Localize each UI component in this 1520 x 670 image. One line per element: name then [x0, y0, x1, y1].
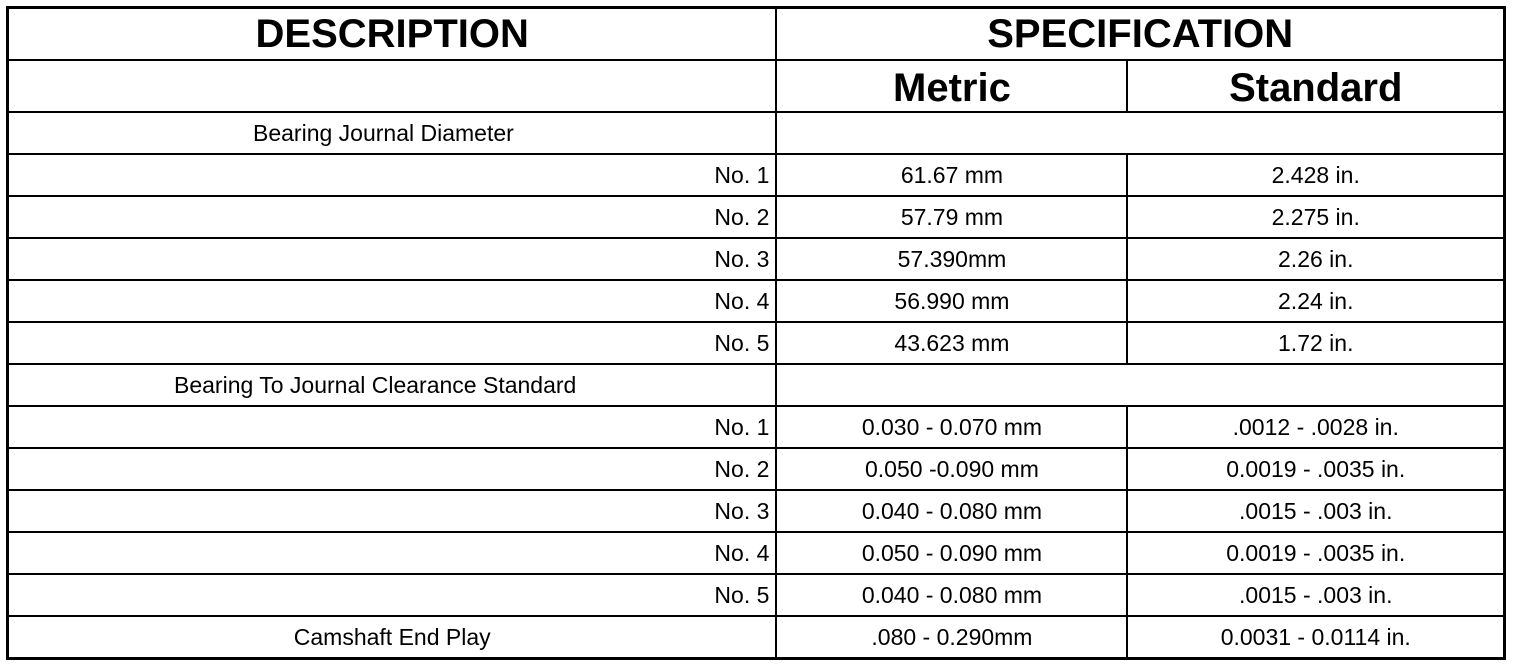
table-row — [8, 490, 1505, 532]
standard-value: .0012 - .0028 in. — [1127, 406, 1504, 448]
standard-value: 2.26 in. — [1127, 238, 1504, 280]
metric-value: .080 - 0.290mm — [776, 616, 1127, 659]
metric-value: 0.040 - 0.080 mm — [776, 574, 1127, 616]
description-subheader-empty — [8, 60, 777, 112]
metric-value: 0.030 - 0.070 mm — [776, 406, 1127, 448]
table-row — [8, 154, 1505, 196]
table-row — [8, 280, 1505, 322]
metric-header: Metric — [776, 60, 1127, 112]
table-row — [8, 406, 1505, 448]
section-row-bearing-to-journal-clearance — [8, 364, 1505, 406]
item-label: No. 5 — [8, 574, 777, 616]
specification-table — [6, 6, 1506, 660]
metric-value: 43.623 mm — [776, 322, 1127, 364]
table-row — [8, 574, 1505, 616]
table-row — [8, 532, 1505, 574]
standard-value: 0.0019 - .0035 in. — [1127, 448, 1504, 490]
description-header: DESCRIPTION — [8, 8, 777, 61]
section-label: Bearing Journal Diameter — [8, 112, 777, 154]
standard-value: 2.428 in. — [1127, 154, 1504, 196]
table-row — [8, 322, 1505, 364]
standard-value: 0.0031 - 0.0114 in. — [1127, 616, 1504, 659]
metric-value: 0.040 - 0.080 mm — [776, 490, 1127, 532]
standard-value: 2.275 in. — [1127, 196, 1504, 238]
standard-value: 2.24 in. — [1127, 280, 1504, 322]
metric-value: 57.390mm — [776, 238, 1127, 280]
standard-value: .0015 - .003 in. — [1127, 490, 1504, 532]
specification-header: SPECIFICATION — [776, 8, 1504, 61]
metric-value: 0.050 - 0.090 mm — [776, 532, 1127, 574]
metric-value: 57.79 mm — [776, 196, 1127, 238]
metric-value: 0.050 -0.090 mm — [776, 448, 1127, 490]
section-row-bearing-journal-diameter — [8, 112, 1505, 154]
table-row — [8, 238, 1505, 280]
item-label: No. 1 — [8, 154, 777, 196]
standard-value: .0015 - .003 in. — [1127, 574, 1504, 616]
standard-value: 1.72 in. — [1127, 322, 1504, 364]
section-label: Bearing To Journal Clearance Standard — [8, 364, 777, 406]
header-row — [8, 8, 1505, 61]
item-label: No. 4 — [8, 280, 777, 322]
section-spec-empty — [776, 364, 1504, 406]
item-label: No. 3 — [8, 238, 777, 280]
table-row — [8, 196, 1505, 238]
end-play-label: Camshaft End Play — [8, 616, 777, 659]
metric-value: 61.67 mm — [776, 154, 1127, 196]
item-label: No. 5 — [8, 322, 777, 364]
item-label: No. 4 — [8, 532, 777, 574]
metric-value: 56.990 mm — [776, 280, 1127, 322]
subheader-row — [8, 60, 1505, 112]
section-spec-empty — [776, 112, 1504, 154]
item-label: No. 2 — [8, 196, 777, 238]
item-label: No. 2 — [8, 448, 777, 490]
table-row — [8, 448, 1505, 490]
item-label: No. 3 — [8, 490, 777, 532]
standard-header: Standard — [1127, 60, 1504, 112]
standard-value: 0.0019 - .0035 in. — [1127, 532, 1504, 574]
item-label: No. 1 — [8, 406, 777, 448]
table-row-camshaft-end-play — [8, 616, 1505, 659]
